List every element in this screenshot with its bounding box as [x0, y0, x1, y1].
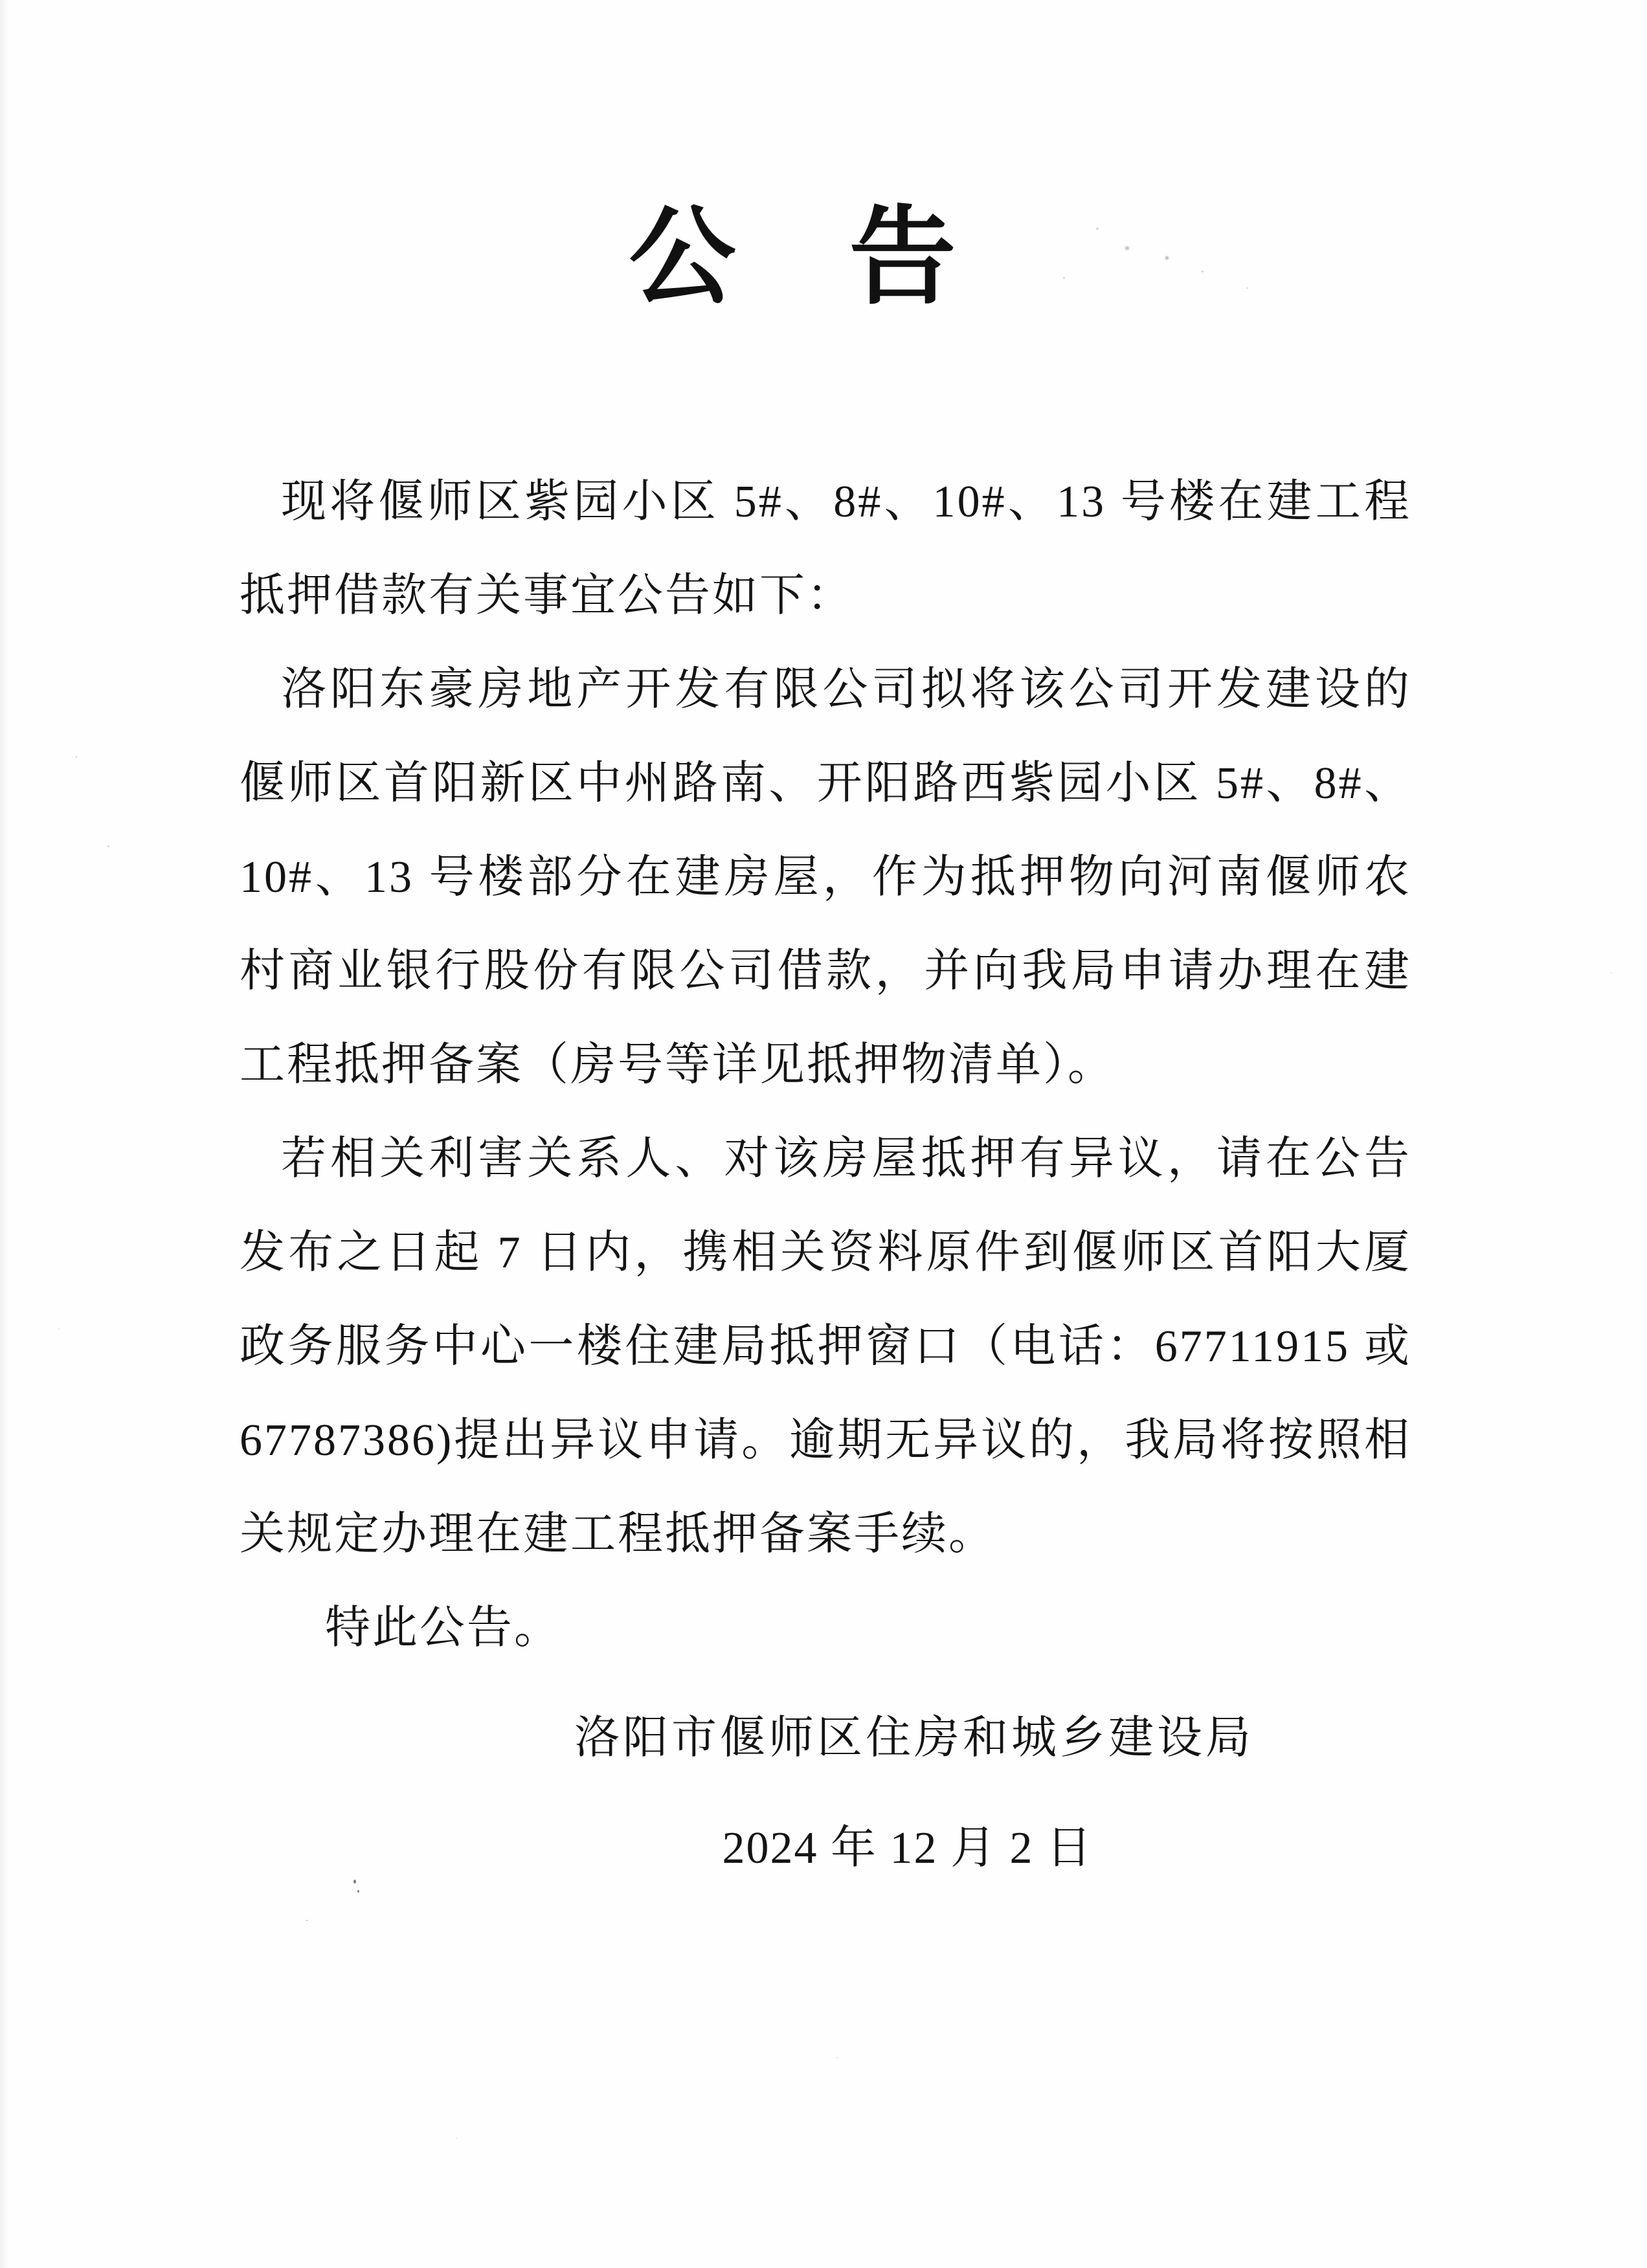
- scan-edge-shadow: [0, 0, 9, 2268]
- scan-speck: [76, 756, 77, 758]
- paragraph-objection-procedure: 若相关利害关系人、对该房屋抵押有异议，请在公告发布之日起 7 日内，携相关资料原件到偃师区首阳大厦政务服务中心一楼住建局抵押窗口（电话：67711915 或 67787386)提出异议申请。逾期无异议的，我局将按照相关规定办理在建工程抵押备案手续。: [240, 1134, 1411, 1559]
- paragraph-mortgage-details: 洛阳东豪房地产开发有限公司拟将该公司开发建设的偃师区首阳新区中州路南、开阳路西紫园小区 5#、8#、10#、13 号楼部分在建房屋，作为抵押物向河南偃师农村商业银行股份有限公司借款，并向我局申请办理在建工程抵押备案（房号等详见抵押物清单）。: [240, 665, 1411, 1090]
- notice-body: [240, 455, 1411, 1895]
- scan-speck: [836, 2057, 838, 2058]
- notice-title: 公 告: [629, 199, 958, 317]
- issue-date: 2024 年 12 月 2 日: [722, 1823, 1093, 1873]
- paragraph-intro: 现将偃师区紫园小区 5#、8#、10#、13 号楼在建工程抵押借款有关事宜公告如下：: [240, 477, 1411, 621]
- scan-speck: [58, 1328, 60, 1329]
- scan-speck: [107, 845, 109, 847]
- scan-speck: [1611, 972, 1612, 973]
- issuer-signature: 洛阳市偃师区住房和城乡建设局: [574, 1713, 1254, 1763]
- scan-speck: [456, 2137, 457, 2139]
- scan-speck: [306, 1920, 308, 1921]
- paragraph-closing: 特此公告。: [325, 1603, 561, 1653]
